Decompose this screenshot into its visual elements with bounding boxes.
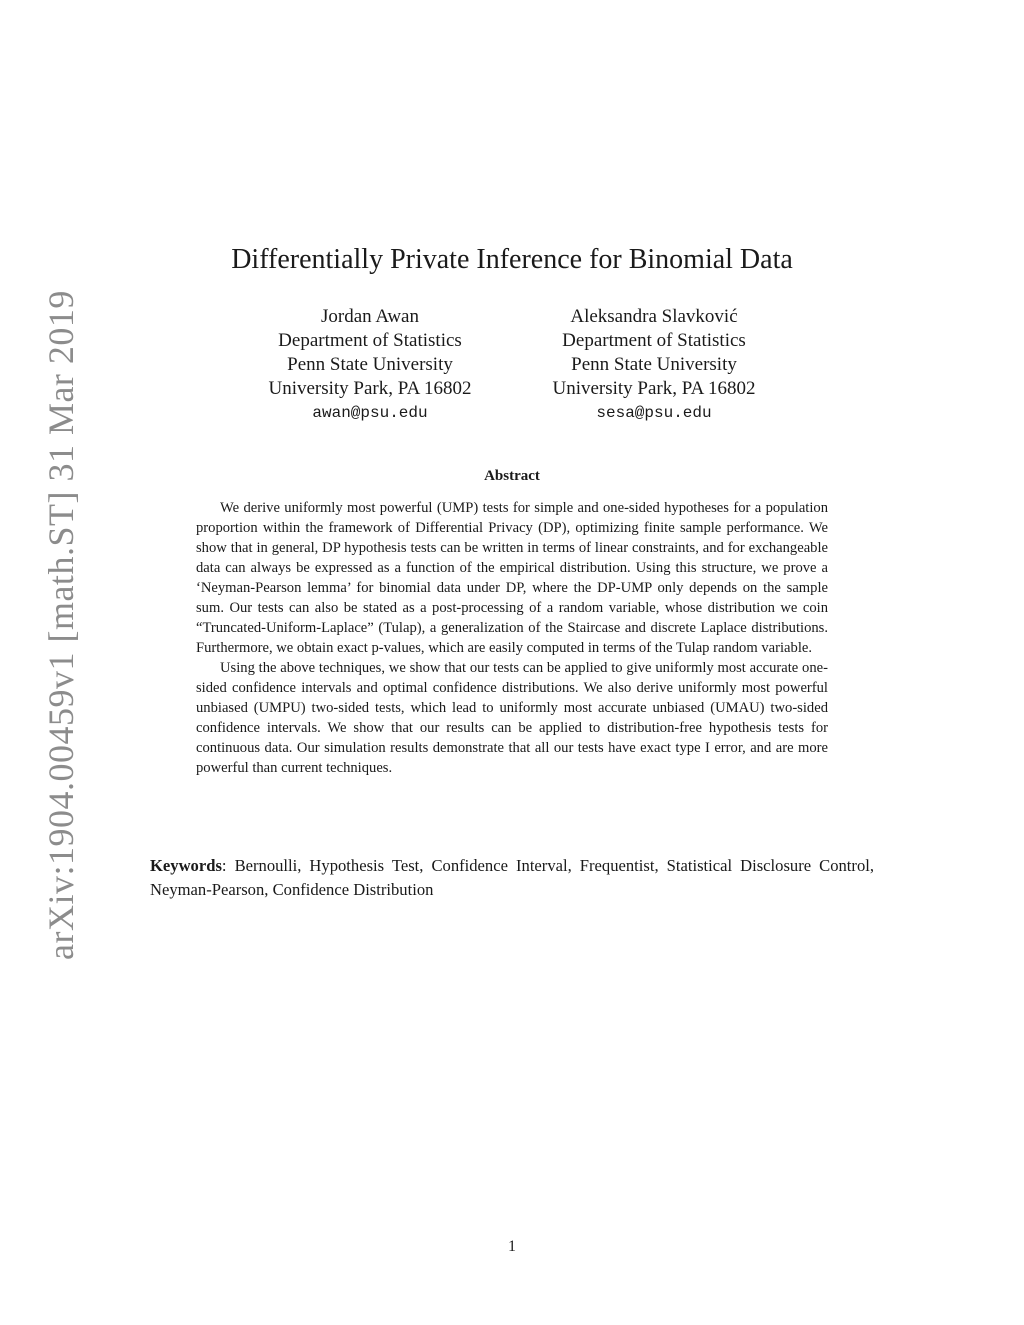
author-email[interactable]: awan@psu.edu <box>312 404 428 422</box>
abstract-body <box>196 498 828 778</box>
author-university: Penn State University <box>287 354 453 375</box>
keywords-label: Keywords <box>150 856 222 875</box>
author-block-2 <box>504 305 804 425</box>
page-number: 1 <box>508 1238 516 1255</box>
paper-title: Differentially Private Inference for Binomial Data <box>231 244 793 275</box>
author-university: Penn State University <box>571 354 737 375</box>
author-location: University Park, PA 16802 <box>268 378 472 399</box>
keywords-text: : Bernoulli, Hypothesis Test, Confidence Interval, Frequentist, Statistical Disclosure Control, Neyman-Pearson, Confidence Distribution <box>150 856 874 899</box>
abstract-paragraph-2: Using the above techniques, we show that our tests can be applied to give uniformly most accurate one-sided confidence intervals and optimal confidence distributions. We also derive uniformly most powerful unbiased (UMPU) two-sided tests, which lead to uniformly most accurate unbiased (UMAU) two-sided confidence intervals. We show that our results can be applied to distribution-free hypothesis tests for continuous data. Our simulation results demonstrate that all our tests have exact type I error, and are more powerful than current techniques. <box>196 660 828 776</box>
author-block-1 <box>220 305 520 425</box>
author-location: University Park, PA 16802 <box>552 378 756 399</box>
author-department: Department of Statistics <box>562 330 746 351</box>
keywords <box>150 854 874 902</box>
author-department: Department of Statistics <box>278 330 462 351</box>
author-name: Aleksandra Slavković <box>570 306 738 327</box>
arxiv-identifier: arXiv:1904.00459v1 [math.ST] 31 Mar 2019 <box>41 290 81 960</box>
author-name: Jordan Awan <box>321 306 419 327</box>
abstract-paragraph-1: We derive uniformly most powerful (UMP) tests for simple and one-sided hypotheses for a population proportion within the framework of Differential Privacy (DP), optimizing finite sample performance. We show that in general, DP hypothesis tests can be written in terms of linear constraints, and for exchangeable data can always be expressed as a function of the empirical distribution. Using this structure, we prove a ‘Neyman-Pearson lemma’ for binomial data under DP, where the DP-UMP only depends on the sample sum. Our tests can also be stated as a post-processing of a random variable, whose distribution we coin “Truncated-Uniform-Laplace” (Tulap), a generalization of the Staircase and discrete Laplace distributions. Furthermore, we obtain exact p-values, which are easily computed in terms of the Tulap random variable. <box>196 500 828 656</box>
abstract-heading: Abstract <box>484 468 540 484</box>
author-email[interactable]: sesa@psu.edu <box>596 404 712 422</box>
